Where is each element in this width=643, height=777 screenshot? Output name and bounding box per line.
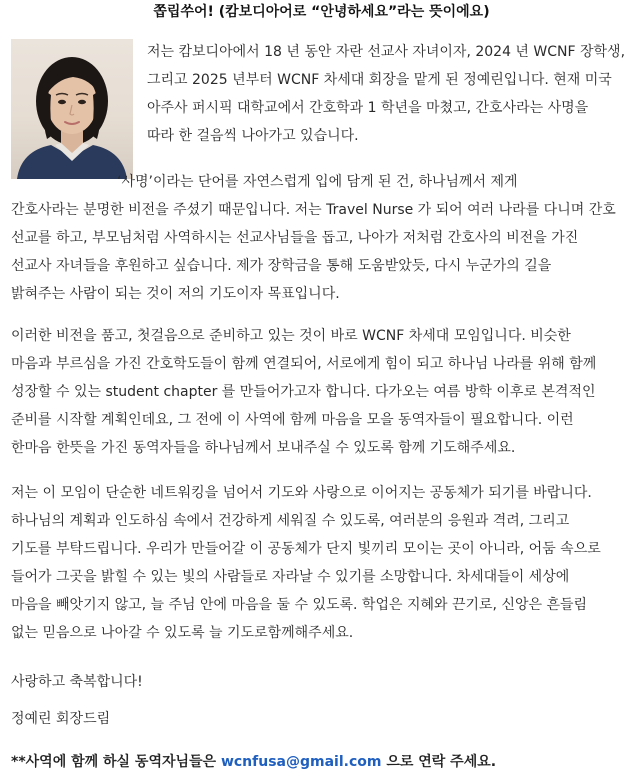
vision-line: 한마음 한뜻을 가진 동역자들을 하나님께서 보내주실 수 있도록 함께 기도해주세요. xyxy=(11,440,516,456)
intro-line: 따라 한 걸음씩 나아가고 있습니다. xyxy=(147,128,359,144)
vision-line: 성장할 수 있는 student chapter 를 만들어가고자 합니다. 다가오는 여름 방학 이후로 본격적인 xyxy=(11,384,596,400)
prayer-line: 마음을 빼앗기지 않고, 늘 주님 안에 마음을 둘 수 있도록. 학업은 지혜와 끈기로, 신앙은 흔들림 xyxy=(11,597,588,613)
mission-line: ‘사명’이라는 단어를 자연스럽게 입에 담게 된 건, 하나님께서 제게 xyxy=(117,174,518,190)
mission-line: 선교를 하고, 부모님처럼 사역하시는 선교사님들을 돕고, 나아가 저처럼 간호사의 비전을 가진 xyxy=(11,230,579,246)
prayer-line: 들어가 그곳을 밝힐 수 있는 빛의 사람들로 자라날 수 있기를 소망합니다. 차세대들이 세상에 xyxy=(11,569,570,585)
contact-email-link[interactable]: wcnfusa@gmail.com xyxy=(220,754,382,770)
portrait-photo-icon xyxy=(11,39,133,179)
intro-line: 아주사 퍼시픽 대학교에서 간호학과 1 학년을 마쳤고, 간호사라는 사명을 xyxy=(147,100,589,116)
letter-title: 쫍립쑤어! (캄보디아어로 “안녕하세요”라는 뜻이에요) xyxy=(153,4,490,20)
mission-line: 선교사 자녀들을 후원하고 싶습니다. 제가 장학금을 통해 도움받았듯, 다시 누군가의 길을 xyxy=(11,258,552,274)
vision-line: 준비를 시작할 계획인데요, 그 전에 이 사역에 함께 마음을 모을 동역자들이 필요합니다. 이런 xyxy=(11,412,574,428)
prayer-line: 없는 믿음으로 나아갈 수 있도록 늘 기도로함께해주세요. xyxy=(11,625,354,641)
mission-line: 간호사라는 분명한 비전을 주셨기 때문입니다. 저는 Travel Nurse 가 되어 여러 나라를 다니며 간호 xyxy=(11,202,616,218)
prayer-paragraph xyxy=(11,479,635,647)
contact-note xyxy=(11,748,496,776)
vision-line: 마음과 부르심을 가진 간호학도들이 함께 연결되어, 서로에게 힘이 되고 하나님 나라를 위해 함께 xyxy=(11,356,597,372)
prayer-line: 저는 이 모임이 단순한 네트워킹을 넘어서 기도와 사랑으로 이어지는 공동체가 되기를 바랍니다. xyxy=(11,485,592,501)
prayer-line: 기도를 부탁드립니다. 우리가 만들어갈 이 공동체가 단지 빛끼리 모이는 곳이 아니라, 어둠 속으로 xyxy=(11,541,601,557)
portrait-photo xyxy=(11,39,133,179)
signature-text: 정예린 회장드림 xyxy=(11,711,111,727)
contact-suffix: 으로 연락 주세요. xyxy=(381,754,497,770)
intro-paragraph xyxy=(147,38,633,150)
blessing-text: 사랑하고 축복합니다! xyxy=(11,674,143,690)
mission-line: 밝혀주는 사람이 되는 것이 저의 기도이자 목표입니다. xyxy=(11,286,340,302)
intro-line: 저는 캄보디아에서 18 년 동안 자란 선교사 자녀이자, 2024 년 WCNF 장학생, xyxy=(147,44,626,60)
contact-prefix: **사역에 함께 하실 동역자님들은 xyxy=(11,754,221,770)
prayer-line: 하나님의 계획과 인도하심 속에서 건강하게 세워질 수 있도록, 여러분의 응원과 격려, 그리고 xyxy=(11,513,570,529)
mission-paragraph xyxy=(11,168,635,308)
intro-line: 그리고 2025 년부터 WCNF 차세대 회장을 맡게 된 정예린입니다. 현재 미국 xyxy=(147,72,612,88)
vision-paragraph xyxy=(11,322,635,462)
vision-line: 이러한 비전을 품고, 첫걸음으로 준비하고 있는 것이 바로 WCNF 차세대 모임입니다. 비슷한 xyxy=(11,328,571,344)
